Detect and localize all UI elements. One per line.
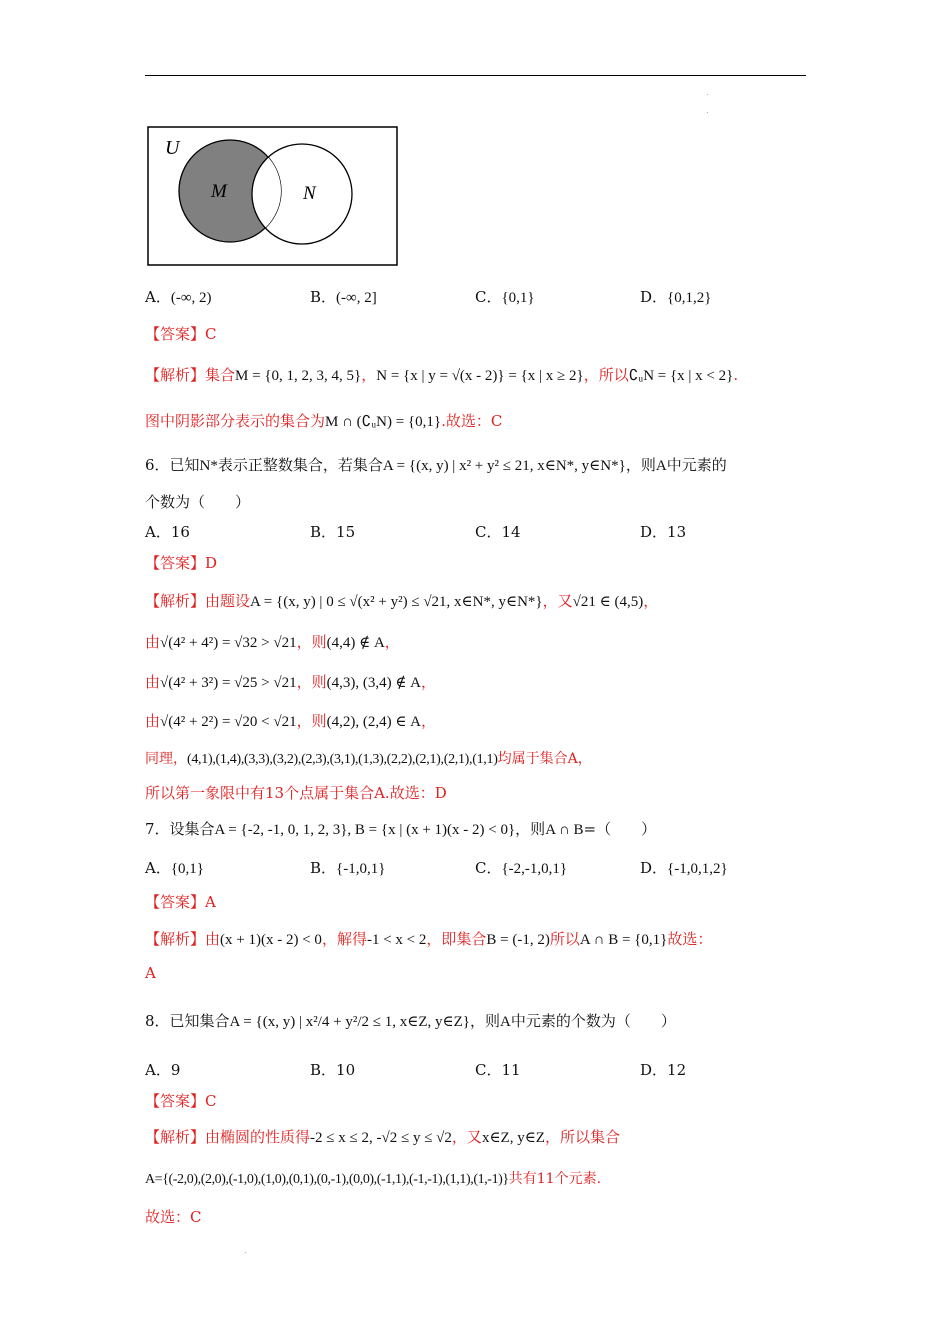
q5-option-d[interactable]: D．{0,1,2} [640, 288, 712, 306]
q6-option-b[interactable]: B．15 [310, 523, 356, 541]
label-n: N [303, 183, 316, 204]
q5-option-c[interactable]: C．{0,1} [475, 288, 535, 306]
q6-answer: 【答案】D [145, 554, 218, 572]
venn-diagram [145, 124, 400, 269]
q7-option-c[interactable]: C．{-2,-1,0,1} [475, 859, 568, 877]
q7-option-a[interactable]: A．{0,1} [145, 859, 204, 877]
q7-explanation-line1: 【解析】由(x + 1)(x - 2) < 0，解得-1 < x < 2，即集合B = (-1, 2)所以A ∩ B = {0,1}故选： [145, 930, 713, 948]
q5-answer: 【答案】C [145, 325, 217, 343]
q5-option-a[interactable]: A．(-∞, 2) [145, 288, 212, 306]
q8-explanation-line1: 【解析】由椭圆的性质得-2 ≤ x ≤ 2, -√2 ≤ y ≤ √2，又x∈Z, y∈Z，所以集合 [145, 1128, 620, 1146]
q8-option-c[interactable]: C．11 [475, 1061, 521, 1079]
q8-explanation-line2: A={(-2,0),(2,0),(-1,0),(1,0),(0,1),(0,-1),(0,0),(-1,1),(-1,-1),(1,1),(1,-1)}共有11个元素. [145, 1171, 602, 1187]
q6-explanation-line2: 由√(4² + 4²) = √32 > √21，则(4,4) ∉ A， [145, 633, 400, 651]
q6-stem-line1: 6．已知N*表示正整数集合，若集合A = {(x, y) | x² + y² ≤ 21, x∈N*, y∈N*}，则A中元素的 [145, 456, 727, 474]
q5-explanation-line2: 图中阴影部分表示的集合为M ∩ (∁ᵤN) = {0,1}.故选：C [145, 412, 503, 430]
q6-option-d[interactable]: D．13 [640, 523, 687, 541]
q7-option-b[interactable]: B．{-1,0,1} [310, 859, 386, 877]
q8-option-d[interactable]: D．12 [640, 1061, 687, 1079]
q8-answer: 【答案】C [145, 1092, 217, 1110]
decor-dot: . [706, 88, 709, 97]
q6-explanation-line3: 由√(4² + 3²) = √25 > √21，则(4,3), (3,4) ∉ A， [145, 673, 437, 691]
decor-dot: . [706, 106, 709, 115]
q5-option-b[interactable]: B．(-∞, 2] [310, 288, 377, 306]
q7-answer: 【答案】A [145, 893, 216, 911]
label-m: M [211, 181, 227, 202]
label-u: U [165, 137, 180, 159]
q8-option-b[interactable]: B．10 [310, 1061, 356, 1079]
q7-explanation-line2: A [145, 964, 156, 982]
q6-explanation-line5: 同理，(4,1),(1,4),(3,3),(3,2),(2,3),(3,1),(1,3),(2,2),(2,1),(2,1),(1,1)均属于集合A， [145, 751, 592, 767]
q8-stem: 8．已知集合A = {(x, y) | x²/4 + y²/2 ≤ 1, x∈Z, y∈Z}，则A中元素的个数为（ ） [145, 1012, 676, 1030]
decor-dot: . [244, 1246, 247, 1255]
q6-explanation-line6: 所以第一象限中有13个点属于集合A.故选：D [145, 784, 447, 802]
q6-explanation-line1: 【解析】由题设A = {(x, y) | 0 ≤ √(x² + y²) ≤ √21, x∈N*, y∈N*}，又√21 ∈ (4,5)， [145, 592, 659, 610]
q7-stem: 7．设集合A = {-2, -1, 0, 1, 2, 3}, B = {x | (x + 1)(x - 2) < 0}，则A ∩ B=（ ） [145, 820, 657, 838]
q6-option-a[interactable]: A．16 [145, 523, 190, 541]
header-rule [145, 75, 806, 76]
q8-option-a[interactable]: A．9 [145, 1061, 181, 1079]
q6-explanation-line4: 由√(4² + 2²) = √20 < √21，则(4,2), (2,4) ∈ A， [145, 712, 437, 730]
q8-explanation-line3: 故选：C [145, 1208, 202, 1226]
q6-stem-line2: 个数为（ ） [145, 493, 251, 511]
q6-option-c[interactable]: C．14 [475, 523, 521, 541]
q7-option-d[interactable]: D．{-1,0,1,2} [640, 859, 728, 877]
q5-explanation-line1: 【解析】集合M = {0, 1, 2, 3, 4, 5}，N = {x | y = √(x - 2)} = {x | x ≥ 2}，所以∁ᵤN = {x | x < 2}. [145, 366, 739, 384]
